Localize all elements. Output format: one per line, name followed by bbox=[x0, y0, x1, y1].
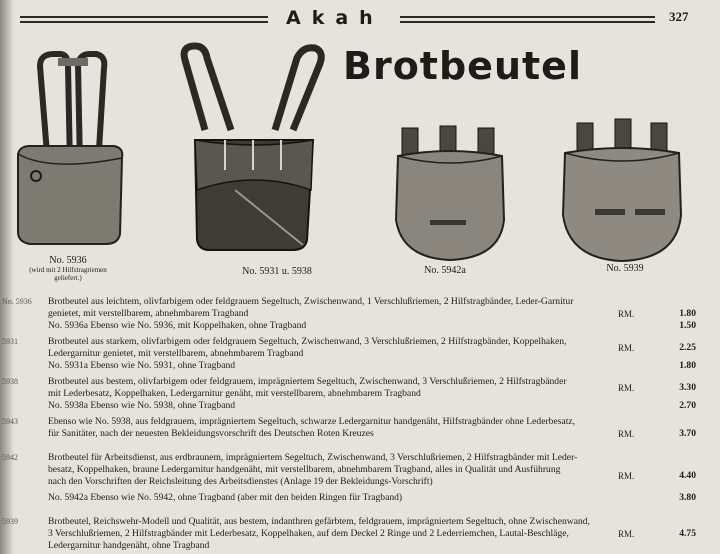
entry-number: 5931 bbox=[2, 337, 18, 346]
price: 1.80 bbox=[679, 360, 696, 371]
entry-line: Ledergarnitur handgenäht, ohne Tragband bbox=[48, 540, 210, 551]
entry-5938 bbox=[0, 376, 700, 400]
page-title: Brotbeutel bbox=[343, 44, 582, 88]
entry-5943 bbox=[0, 416, 700, 440]
entry-line: mit Lederbesatz, Koppelhaken, Ledergarnitur genäht, mit verstellbarem, abnehmbarem Tragband bbox=[48, 388, 421, 399]
entry-text bbox=[48, 376, 638, 400]
entry-line: Brotbeutel aus bestem, olivfarbigem oder feldgrauem, imprägniertem Segeltuch, Zwischenwand, 3 Verschlußriemen, 2 Hilfstragbänder bbox=[48, 376, 567, 387]
entry-number: 5939 bbox=[2, 517, 18, 526]
bag-illustration-5939 bbox=[555, 115, 690, 265]
currency-label: RM. bbox=[618, 429, 635, 439]
entry-line: Brotbeutel aus starkem, olivfarbigem oder feldgrauem Segeltuch, Zwischenwand, 3 Verschlußriemen, 2 Hilfstragbänder, Koppelhaken, bbox=[48, 336, 567, 347]
entry-line: nach den Vorschriften der Reichsleitung des Arbeitsdienstes (Anlage 19 der Bekleidungs-Vorschrift) bbox=[48, 476, 433, 487]
entry-5931 bbox=[0, 336, 700, 360]
entry-line: No. 5936a Ebenso wie No. 5936, mit Koppelhaken, ohne Tragband bbox=[48, 320, 307, 331]
entry-text bbox=[48, 336, 638, 360]
entry-line: Brotbeutel aus leichtem, olivfarbigem oder feldgrauem Segeltuch, Zwischenwand, 1 Verschlußriemen, 2 Hilfstragbänder, Leder-Garnitur bbox=[48, 296, 574, 307]
entry-5936 bbox=[0, 296, 700, 320]
price: 4.75 bbox=[679, 528, 696, 539]
brand-name: Akah bbox=[286, 7, 384, 29]
entry-line: besatz, Koppelhaken, braune Ledergarnitur handgenäht, mit verstellbarem, abnehmbarem Tragband, alles in Qualität und Ausführung bbox=[48, 464, 561, 475]
header-rule-left-2 bbox=[20, 21, 268, 23]
price: 1.80 bbox=[679, 308, 696, 319]
currency-label: RM. bbox=[618, 343, 635, 353]
entry-line: No. 5938a Ebenso wie No. 5938, ohne Tragband bbox=[48, 400, 236, 411]
price: 1.50 bbox=[679, 320, 696, 331]
entry-5931a bbox=[0, 360, 700, 372]
entry-5942a bbox=[0, 492, 700, 504]
header-rule-left bbox=[20, 16, 268, 18]
entry-5936a bbox=[0, 320, 700, 332]
entry-5942 bbox=[0, 452, 700, 488]
header-rule-right bbox=[400, 16, 655, 18]
currency-label: RM. bbox=[618, 309, 635, 319]
entry-text bbox=[48, 516, 638, 552]
price: 3.70 bbox=[679, 428, 696, 439]
entry-line: Ledergarnitur genietet, mit verstellbarem, abnehmbarem Tragband bbox=[48, 348, 304, 359]
price: 2.25 bbox=[679, 342, 696, 353]
figure-note: (wird mit 2 Hilfstragriemen geliefert.) bbox=[29, 266, 107, 282]
figure-number: No. 5939 bbox=[606, 263, 644, 274]
entry-line: Brotbeutel für Arbeitsdienst, aus erdbraunem, imprägniertem Segeltuch, Zwischenwand, 3 Verschlußriemen, 2 Hilfstragbänder mit Leder- bbox=[48, 452, 578, 463]
entry-line: No. 5931a Ebenso wie No. 5931, ohne Tragband bbox=[48, 360, 236, 371]
figure-caption-5942a bbox=[400, 265, 490, 276]
entry-line: Brotbeutel, Reichswehr-Modell und Qualität, aus bestem, indanthren gefärbtem, feldgrauem, imprägniertem Segeltuch, ohne Zwischenwand, bbox=[48, 516, 590, 527]
entry-line: No. 5942a Ebenso wie No. 5942, ohne Tragband (aber mit den beiden Ringen für Tragband) bbox=[48, 492, 403, 503]
price: 3.80 bbox=[679, 492, 696, 503]
entry-line: genietet, mit verstellbarem, abnehmbarem Tragband bbox=[48, 308, 249, 319]
bag-illustration-5942a bbox=[390, 120, 510, 265]
figure-caption-5939 bbox=[585, 263, 665, 274]
figure-number: No. 5936 bbox=[49, 255, 87, 266]
figure-caption-5936 bbox=[18, 255, 118, 282]
entry-line: Ebenso wie No. 5938, aus feldgrauem, imprägniertem Segeltuch, schwarze Ledergarnitur handgenäht, Hilfstragbänder ohne Lederbesatz, bbox=[48, 416, 576, 427]
entry-5938a bbox=[0, 400, 700, 412]
entry-5939 bbox=[0, 516, 700, 552]
bag-illustration-5931-5938 bbox=[175, 40, 335, 260]
bag-illustration-5936 bbox=[10, 46, 130, 256]
entry-number: No. 5936 bbox=[2, 297, 32, 306]
price: 3.30 bbox=[679, 382, 696, 393]
currency-label: RM. bbox=[618, 471, 635, 481]
entry-number: 5943 bbox=[2, 417, 18, 426]
entry-text bbox=[48, 296, 638, 320]
figure-number: No. 5931 u. 5938 bbox=[242, 266, 312, 277]
header-rule-right-2 bbox=[400, 21, 655, 23]
currency-label: RM. bbox=[618, 383, 635, 393]
entry-number: 5942 bbox=[2, 453, 18, 462]
entry-text bbox=[48, 416, 638, 440]
currency-label: RM. bbox=[618, 529, 635, 539]
price: 2.70 bbox=[679, 400, 696, 411]
entry-line: für Sanitäter, nach der neuesten Bekleidungsvorschrift des Deutschen Roten Kreuzes bbox=[48, 428, 374, 439]
page-number: 327 bbox=[669, 9, 689, 24]
figure-caption-5931-5938 bbox=[222, 266, 332, 277]
entry-line: 3 Verschlußriemen, 2 Hilfstragbänder mit Lederbesatz, Koppelhaken, auf dem Deckel 2 Ringe und 2 Lederriemchen, Lautal-Beschläge, bbox=[48, 528, 569, 539]
figure-number: No. 5942a bbox=[424, 265, 466, 276]
entry-text bbox=[48, 452, 638, 488]
price: 4.40 bbox=[679, 470, 696, 481]
entry-number: 5938 bbox=[2, 377, 18, 386]
